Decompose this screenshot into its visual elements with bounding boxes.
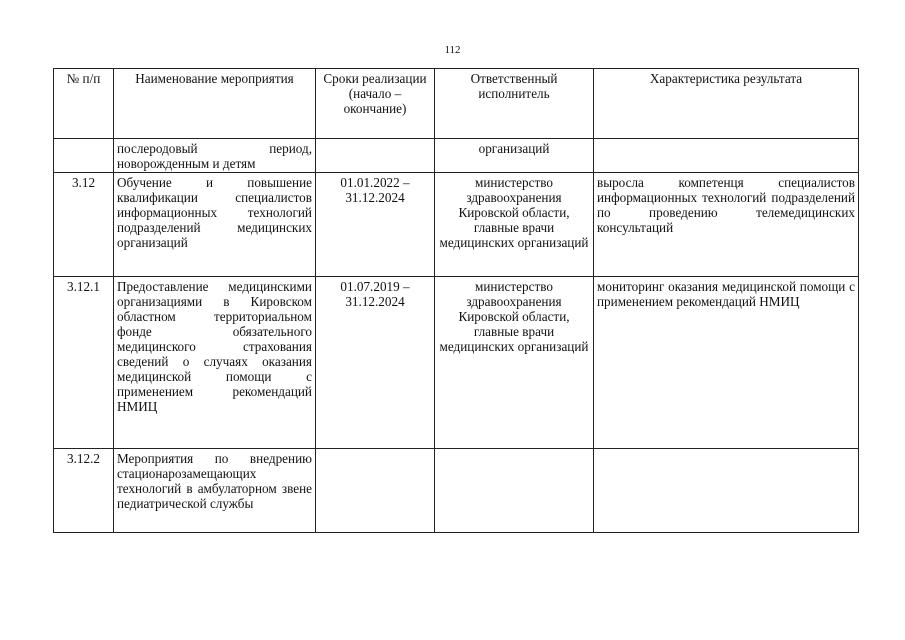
cell-result: мониторинг оказания медицинской помощи с применением рекомендаций НМИЦ <box>594 277 859 449</box>
cell-name: Мероприятия по внедрению стационарозамещающих технологий в амбулаторном звене педиатрической службы <box>114 449 316 533</box>
header-num: № п/п <box>54 69 114 139</box>
cell-name: Обучение и повышение квалификации специалистов информационных технологий подразделений медицинских организаций <box>114 173 316 277</box>
cell-result <box>594 139 859 173</box>
cell-name: Предоставление медицинскими организациями в Кировском областном территориальном фонде обязательного медицинского страхования сведений о случаях оказания медицинской помощи с применением рекомендаций НМИЦ <box>114 277 316 449</box>
cell-executor: организаций <box>435 139 594 173</box>
cell-executor: министерство здравоохранения Кировской области, главные врачи медицинских организаций <box>435 277 594 449</box>
cell-dates: 01.07.2019 – 31.12.2024 <box>316 277 435 449</box>
page-number: 112 <box>444 44 461 56</box>
cell-executor: министерство здравоохранения Кировской области, главные врачи медицинских организаций <box>435 173 594 277</box>
cell-name: послеродовый период, новорожденным и детям <box>114 139 316 173</box>
table-row <box>54 449 859 533</box>
cell-num: 3.12.1 <box>54 277 114 449</box>
header-dates: Сроки реализации (начало – окончание) <box>316 69 435 139</box>
cell-dates <box>316 139 435 173</box>
table-header-row <box>54 69 859 139</box>
header-result: Характеристика результата <box>594 69 859 139</box>
header-name: Наименование мероприятия <box>114 69 316 139</box>
cell-dates: 01.01.2022 – 31.12.2024 <box>316 173 435 277</box>
cell-result: выросла компетенця специалистов информационных технологий подразделений по проведению телемедицинских консультаций <box>594 173 859 277</box>
action-plan-table <box>53 68 859 533</box>
table-row <box>54 277 859 449</box>
cell-dates <box>316 449 435 533</box>
cell-executor <box>435 449 594 533</box>
header-executor: Ответственный исполнитель <box>435 69 594 139</box>
cell-num: 3.12.2 <box>54 449 114 533</box>
table-row <box>54 139 859 173</box>
cell-num <box>54 139 114 173</box>
cell-num: 3.12 <box>54 173 114 277</box>
table-row <box>54 173 859 277</box>
cell-result <box>594 449 859 533</box>
